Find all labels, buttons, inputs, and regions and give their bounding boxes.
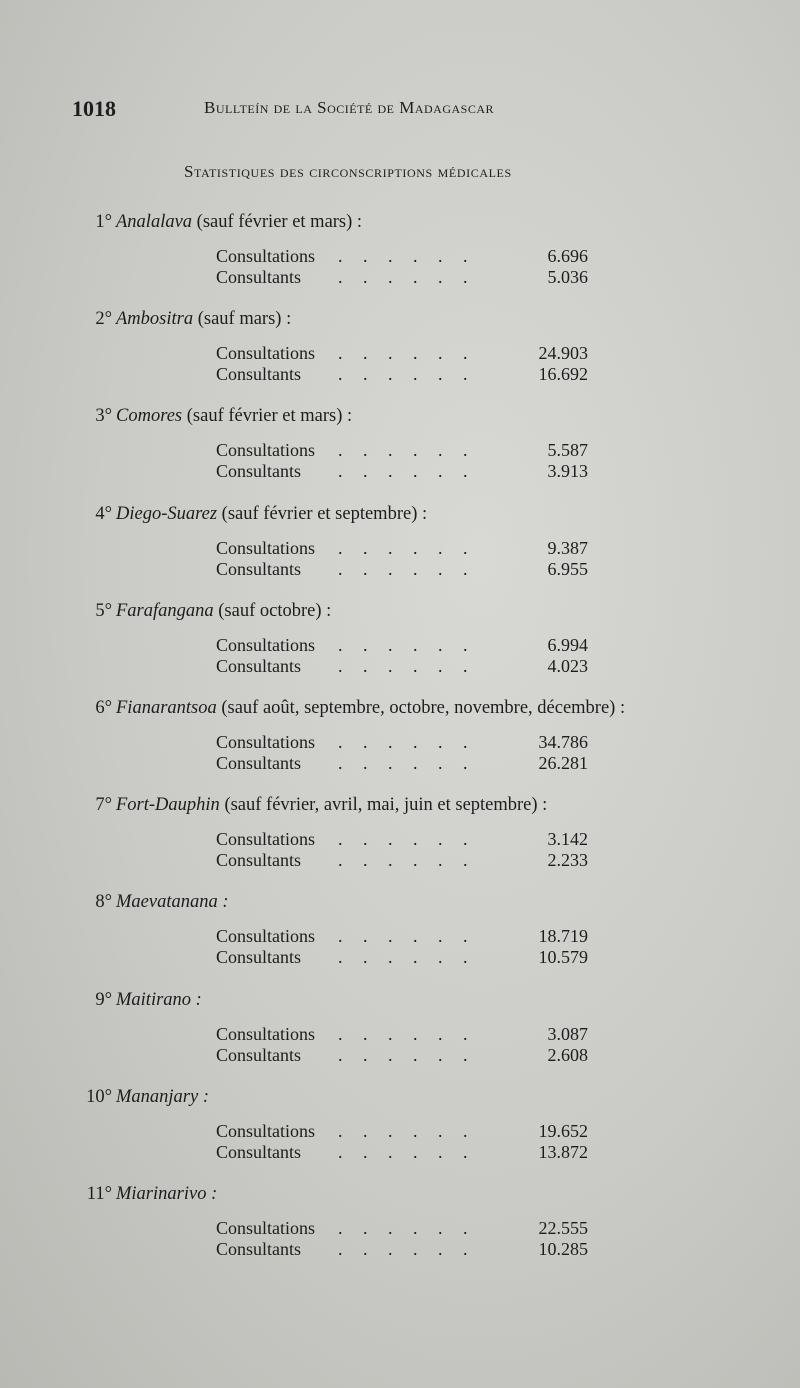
entry-10: [0, 1083, 800, 1180]
leader-dots: . . . . . .: [338, 655, 476, 676]
consultants-label: Consultants: [216, 461, 302, 482]
leader-dots: . . . . . .: [338, 1217, 476, 1238]
leader-dots: . . . . . .: [338, 558, 476, 579]
consultants-row: [216, 946, 588, 968]
consultations-label: Consultations: [216, 440, 316, 461]
consultants-row: [216, 849, 588, 871]
consultants-label: Consultants: [216, 752, 302, 773]
leader-dots: . . . . . .: [338, 947, 476, 968]
leader-dots: . . . . . .: [338, 731, 476, 752]
leader-dots: . . . . . .: [338, 926, 476, 947]
consultations-value: 34.786: [538, 731, 588, 752]
consultations-row: [216, 925, 588, 947]
leader-dots: . . . . . .: [338, 343, 476, 364]
consultants-label: Consultants: [216, 1044, 302, 1065]
entry-number: 9°: [95, 989, 112, 1010]
consultants-value: 6.955: [547, 558, 588, 579]
leader-dots: . . . . . .: [338, 1023, 476, 1044]
entry-place: Miarinarivo :: [116, 1183, 218, 1204]
entry-3: [0, 402, 800, 499]
consultations-label: Consultations: [216, 537, 316, 558]
entry-7: [0, 791, 800, 888]
consultants-label: Consultants: [216, 558, 302, 579]
entry-number: 5°: [95, 600, 112, 621]
consultants-value: 16.692: [538, 364, 588, 385]
page-header: [72, 96, 592, 126]
entry-heading: [116, 986, 202, 1014]
entry-1: [0, 208, 800, 305]
entry-note: (sauf février et mars) :: [192, 212, 363, 232]
consultations-row: [216, 537, 588, 559]
leader-dots: . . . . . .: [338, 1044, 476, 1065]
entry-number: 3°: [95, 406, 112, 427]
entry-6: [0, 694, 800, 791]
entry-heading: [116, 305, 291, 333]
consultations-row: [216, 1217, 588, 1239]
consultants-row: [216, 363, 588, 385]
consultants-row: [216, 1238, 588, 1260]
entry-5: [0, 597, 800, 694]
consultations-label: Consultations: [216, 246, 316, 266]
consultants-value: 26.281: [538, 752, 588, 773]
consultations-row: [216, 1023, 588, 1045]
consultations-value: 3.142: [547, 829, 588, 850]
consultants-label: Consultants: [216, 267, 302, 287]
consultants-row: [216, 1141, 588, 1163]
leader-dots: . . . . . .: [338, 752, 476, 773]
consultants-row: [216, 655, 588, 677]
entry-note: (sauf février et mars) :: [182, 406, 353, 427]
entry-place: Ambositra: [116, 309, 194, 330]
consultants-value: 10.579: [538, 947, 588, 968]
entry-8: [0, 888, 800, 985]
consultations-row: [216, 245, 588, 267]
consultants-label: Consultants: [216, 850, 302, 871]
consultants-label: Consultants: [216, 1238, 302, 1259]
page-number: 1018: [72, 96, 116, 121]
consultations-row: [216, 1120, 588, 1142]
consultations-value: 24.903: [538, 343, 588, 364]
consultations-value: 6.696: [547, 246, 588, 266]
consultations-value: 3.087: [547, 1023, 588, 1044]
entry-note: (sauf février, avril, mai, juin et septembre) :: [219, 795, 548, 816]
entry-number: 10°: [86, 1086, 112, 1107]
entry-number: 6°: [95, 697, 112, 718]
consultants-value: 4.023: [547, 655, 588, 676]
consultants-row: [216, 460, 588, 482]
entry-4: [0, 500, 800, 597]
leader-dots: . . . . . .: [338, 246, 476, 266]
consultations-value: 6.994: [547, 634, 588, 655]
consultants-value: 10.285: [538, 1238, 588, 1259]
consultants-row: [216, 752, 588, 774]
leader-dots: . . . . . .: [338, 634, 476, 655]
statistics-list: [0, 208, 800, 1277]
leader-dots: . . . . . .: [338, 461, 476, 482]
consultations-value: 5.587: [547, 440, 588, 461]
leader-dots: . . . . . .: [338, 850, 476, 871]
consultations-row: [216, 828, 588, 850]
entry-11: [0, 1180, 800, 1277]
consultations-label: Consultations: [216, 634, 316, 655]
consultations-label: Consultations: [216, 829, 316, 850]
entry-number: 7°: [95, 795, 112, 816]
consultants-label: Consultants: [216, 1141, 302, 1162]
entry-place: Maitirano :: [116, 989, 202, 1010]
leader-dots: . . . . . .: [338, 1238, 476, 1259]
entry-note: (sauf octobre) :: [213, 600, 332, 621]
entry-2: [0, 305, 800, 402]
consultations-value: 9.387: [547, 537, 588, 558]
entry-heading: [116, 888, 229, 916]
consultants-value: 3.913: [547, 461, 588, 482]
entry-place: Fianarantsoa: [116, 697, 217, 718]
leader-dots: . . . . . .: [338, 1141, 476, 1162]
consultations-label: Consultations: [216, 1023, 316, 1044]
consultants-label: Consultants: [216, 947, 302, 968]
consultations-value: 18.719: [538, 926, 588, 947]
entry-note: (sauf mars) :: [193, 309, 292, 330]
consultations-row: [216, 634, 588, 656]
section-title: Statistiques des circonscriptions médicales: [184, 162, 512, 181]
entry-place: Analalava: [116, 212, 193, 232]
consultants-value: 2.233: [547, 850, 588, 871]
consultants-row: [216, 1044, 588, 1066]
entry-heading: [116, 402, 352, 430]
consultations-label: Consultations: [216, 731, 316, 752]
consultations-label: Consultations: [216, 926, 316, 947]
entry-heading: [116, 208, 362, 236]
consultants-row: [216, 558, 588, 580]
consultants-value: 2.608: [547, 1044, 588, 1065]
entry-heading: [116, 597, 331, 625]
running-title: Bullteín de la Société de Madagascar: [204, 98, 495, 117]
leader-dots: . . . . . .: [338, 537, 476, 558]
leader-dots: . . . . . .: [338, 829, 476, 850]
entry-number: 4°: [95, 503, 112, 524]
consultations-label: Consultations: [216, 1120, 316, 1141]
consultants-value: 13.872: [538, 1141, 588, 1162]
leader-dots: . . . . . .: [338, 1120, 476, 1141]
entry-number: 2°: [95, 309, 112, 330]
leader-dots: . . . . . .: [338, 267, 476, 287]
consultations-row: [216, 731, 588, 753]
consultations-value: 22.555: [538, 1217, 588, 1238]
entry-place: Farafangana: [116, 600, 214, 621]
consultations-label: Consultations: [216, 1217, 316, 1238]
entry-number: 8°: [95, 892, 112, 913]
consultants-label: Consultants: [216, 364, 302, 385]
entry-place: Maevatanana :: [116, 892, 229, 913]
entry-note: (sauf août, septembre, octobre, novembre, décembre) :: [216, 697, 626, 718]
entry-heading: [116, 1180, 217, 1208]
consultants-label: Consultants: [216, 655, 302, 676]
entry-number: 11°: [86, 1183, 112, 1204]
entry-number: 1°: [95, 212, 112, 232]
entry-9: [0, 986, 800, 1083]
entry-place: Fort-Dauphin: [116, 795, 220, 816]
entry-place: Comores: [116, 406, 183, 427]
consultations-label: Consultations: [216, 343, 316, 364]
consultants-value: 5.036: [547, 267, 588, 287]
entry-place: Diego-Suarez: [116, 503, 218, 524]
entry-note: (sauf février et septembre) :: [217, 503, 428, 524]
consultations-row: [216, 342, 588, 364]
entry-heading: [116, 694, 625, 722]
consultants-row: [216, 266, 588, 288]
leader-dots: . . . . . .: [338, 364, 476, 385]
entry-heading: [116, 500, 427, 528]
leader-dots: . . . . . .: [338, 440, 476, 461]
consultations-row: [216, 439, 588, 461]
consultations-value: 19.652: [538, 1120, 588, 1141]
entry-place: Mananjary :: [116, 1086, 209, 1107]
entry-heading: [116, 1083, 209, 1111]
entry-heading: [116, 791, 547, 819]
